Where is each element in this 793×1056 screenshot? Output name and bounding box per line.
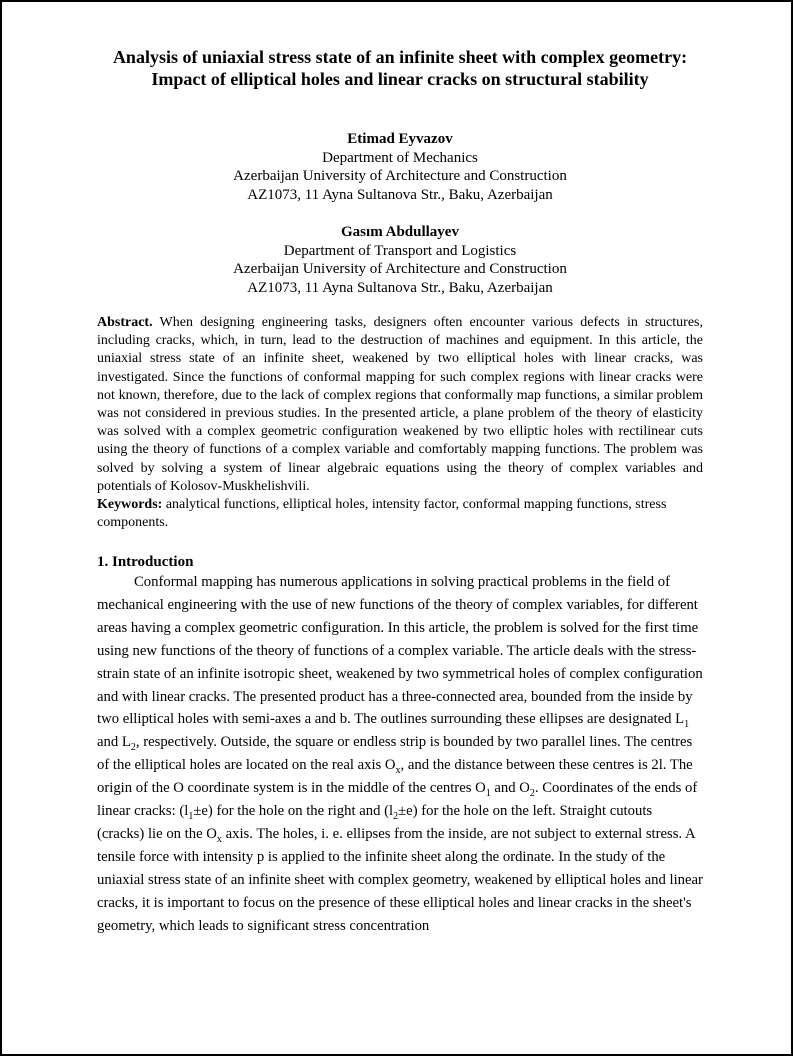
author-department: Department of Transport and Logistics [283,242,517,259]
intro-subscript: 1 [485,788,491,800]
intro-subscript: x [395,765,401,777]
intro-subscript: 2 [529,788,535,800]
intro-subscript: 2 [393,811,399,822]
author-block-2 [97,223,703,297]
intro-text: . Coordinates of the ends of linear cracks: (l [97,780,698,820]
keywords-paragraph [97,496,703,532]
introduction-section [97,553,703,938]
abstract-paragraph [97,314,703,496]
abstract-text: When designing engineering tasks, designers often encounter various defects in structures, including cracks, which, in turn, lead to the destruction of machines and equipment. In this article, the uniaxial stress state of an infinite sheet, weakened by two elliptical holes with linear cracks, was investigated. Since the functions of conformal mapping for such complex regions with linear cracks were not known, therefore, due to the lack of complex regions that conformally map functions, a similar problem was not considered in previous studies. In the presented article, a plane problem of the theory of elasticity was solved with a complex geometric configuration weakened by two elliptic holes with rectilinear cuts using the theory of functions of a complex variable and comfortably mapping functions. The problem was solved by solving a system of linear algebraic equations using the theory of complex variables and potentials of Kolosov-Muskhelishvili. [97,315,703,494]
intro-text: , and the distance between these centres is 2l. The origin of the O coordinate system is in the middle of the centres O [97,757,693,797]
abstract-label: Abstract. [97,315,153,330]
author-block-1 [97,130,703,204]
keywords-text: analytical functions, elliptical holes, intensity factor, conformal mapping functions, stress components. [97,497,667,531]
intro-text: ±e) for the hole on the left. Straight cutouts (cracks) lie on the O [97,803,653,842]
introduction-heading: 1. Introduction [97,554,194,570]
author-address: AZ1073, 11 Ayna Sultanova Str., Baku, Azerbaijan [247,279,553,296]
introduction-paragraph [97,571,703,938]
author-university: Azerbaijan University of Architecture and Construction [233,168,567,184]
intro-subscript: 2 [130,742,136,754]
author-name: Gasım Abdullayev [341,224,459,240]
intro-text: axis. The holes, i. e. ellipses from the inside, are not subject to external stress. A tensile force with intensity p is applied to the infinite sheet along the ordinate. In the study of the uniaxial stress state of an infinite sheet with complex geometry, weakened by elliptical holes and linear cracks, it is important to focus on the presence of these elliptical holes and linear cracks in the sheet's geometry, which leads to significant stress concentration [97,825,703,934]
intro-text: and O [490,780,530,797]
keywords-label: Keywords: [97,497,163,513]
abstract-section [97,314,703,532]
author-department: Department of Mechanics [322,149,478,166]
paper-title: Analysis of uniaxial stress state of an infinite sheet with complex geometry: Impact of elliptical holes and linear cracks on structural stability [112,47,688,89]
intro-subscript: 1 [188,811,194,822]
intro-text: Conformal mapping has numerous applications in solving practical problems in the field of mechanical engineering with the use of new functions of the theory of complex variables, for different areas having a complex geometric configuration. In this article, the problem is solved for the first time using new functions of the theory of functions of a complex variable. The article deals with the stress-strain state of an infinite isotropic sheet, weakened by two symmetrical holes of complex configuration and with linear cracks. The presented product has a three-connected area, bounded from the inside by two elliptical holes with semi-axes a and b. The outlines surrounding these ellipses are designated L [97,574,703,728]
author-name: Etimad Eyvazov [347,131,453,147]
author-university: Azerbaijan University of Architecture and Construction [233,261,567,277]
intro-subscript: 1 [684,719,690,731]
author-address: AZ1073, 11 Ayna Sultanova Str., Baku, Azerbaijan [247,186,553,203]
intro-subscript: x [216,833,222,845]
intro-text: and L [97,734,131,751]
intro-text: ±e) for the hole on the right and (l [193,803,394,820]
intro-text: , respectively. Outside, the square or endless strip is bounded by two parallel lines. The centres of the elliptical holes are located on the real axis O [97,734,693,774]
